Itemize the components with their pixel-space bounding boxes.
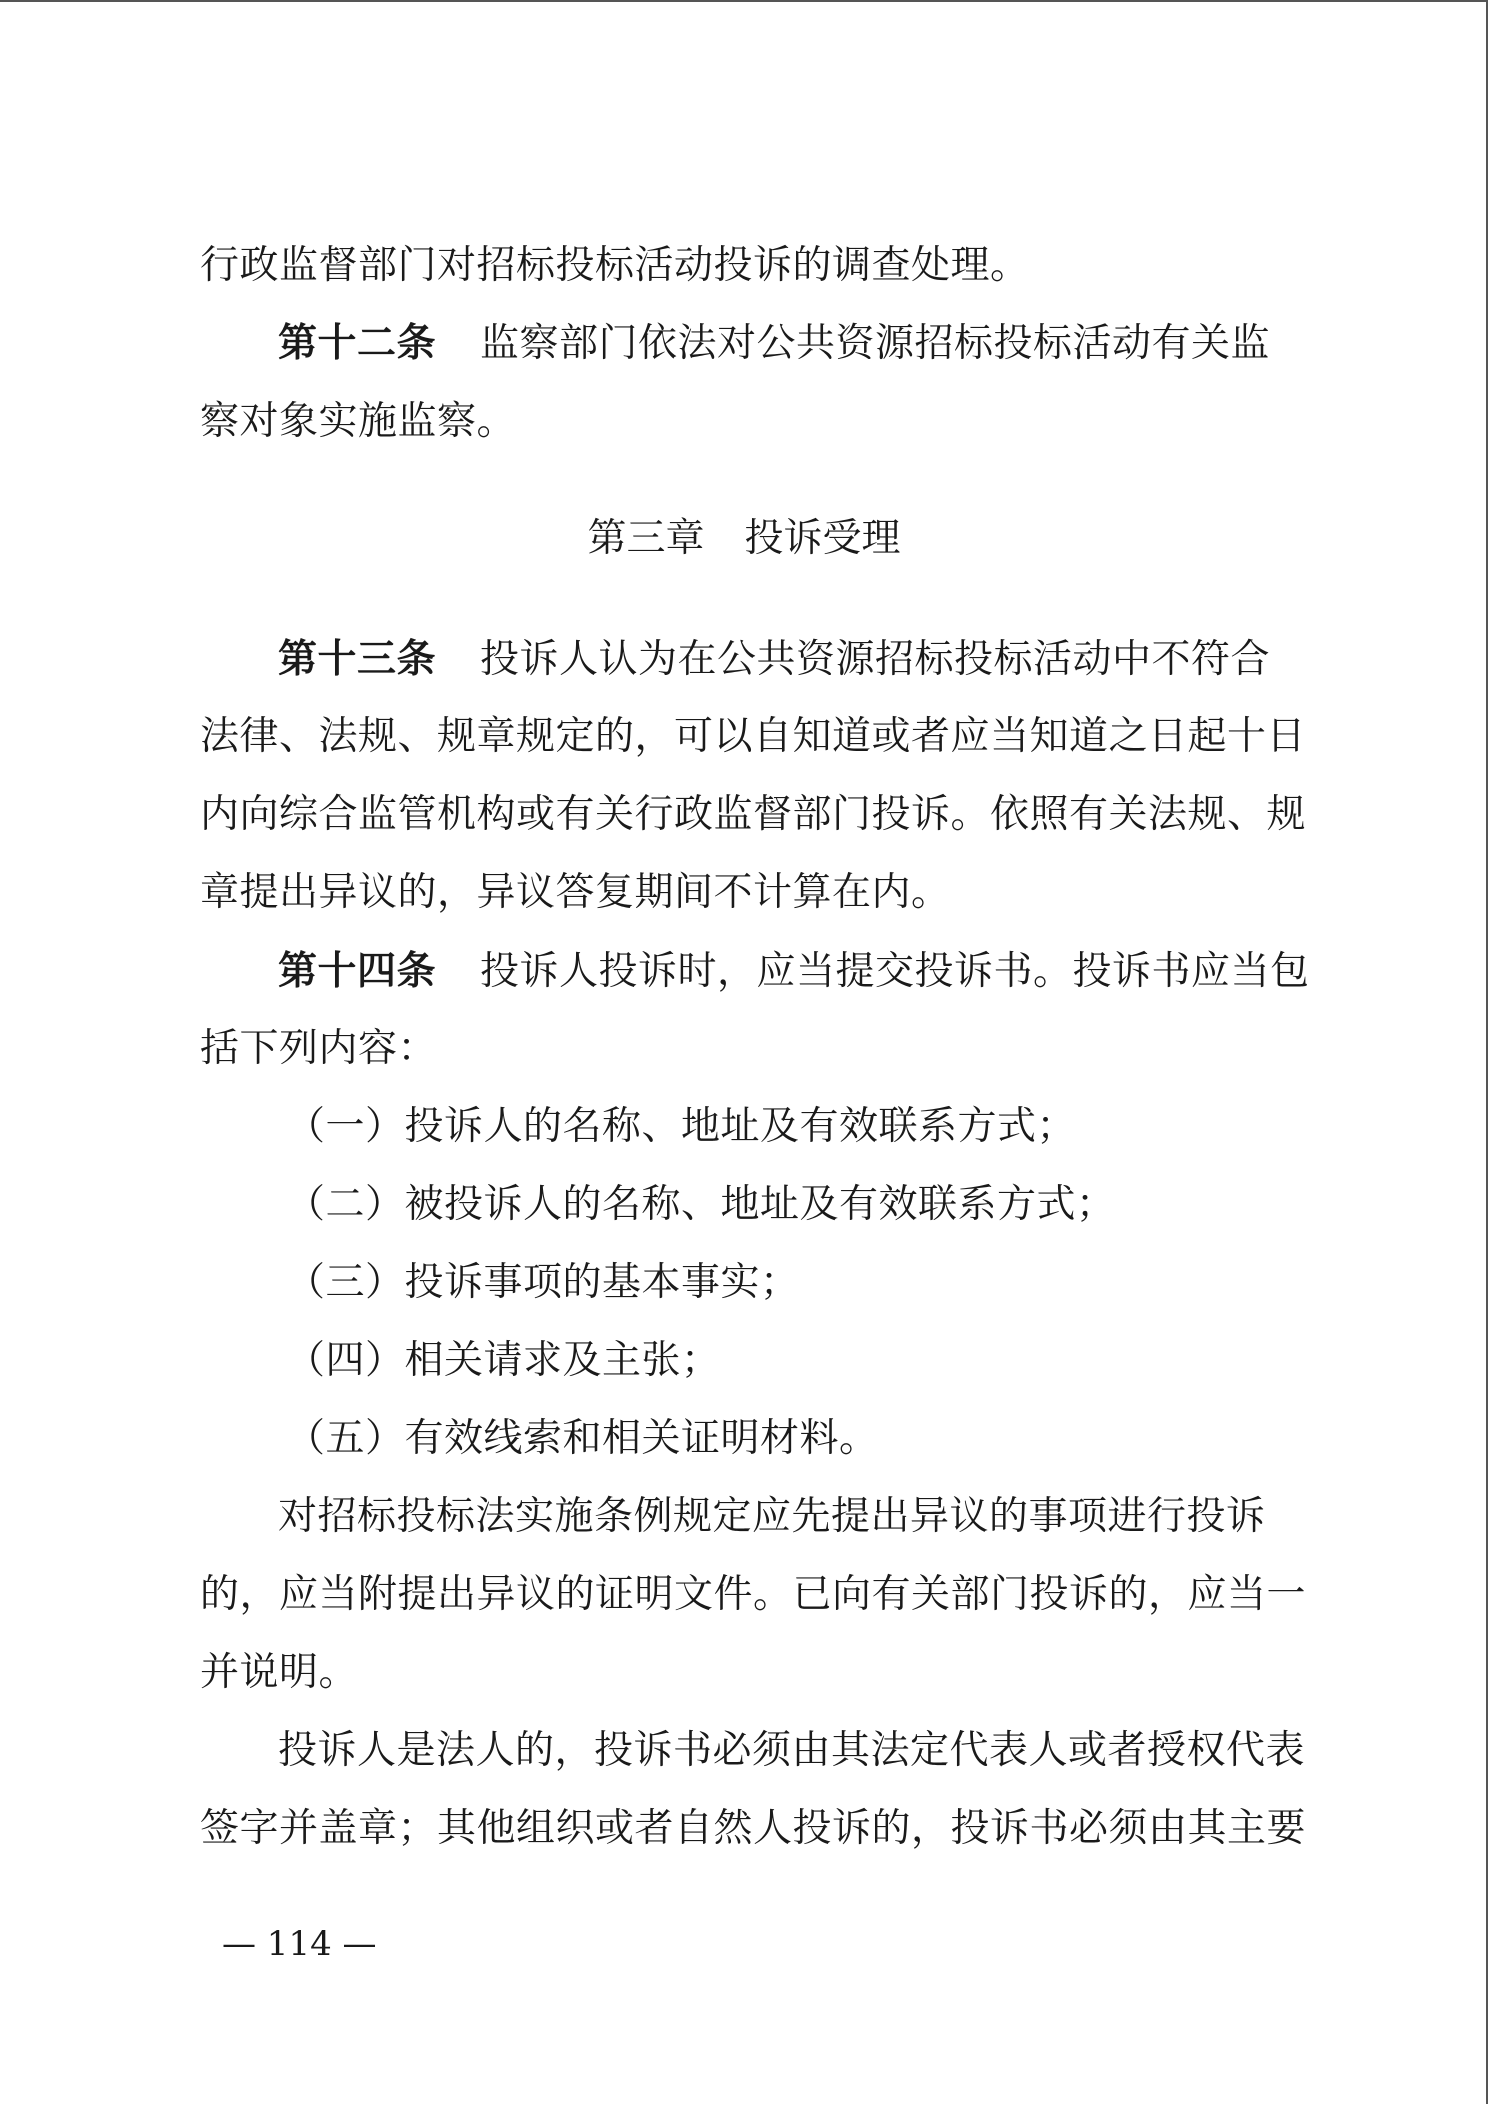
text-line: 内向综合监管机构或有关行政监督部门投诉。依照有关法规、规 [200, 792, 1307, 837]
text-line: 并说明。 [200, 1650, 359, 1695]
article-14-heading: 第十四条 [278, 948, 437, 994]
chapter-title: 投诉受理 [744, 516, 901, 561]
page-number: — 114 — [222, 1924, 377, 1964]
text-line: 章提出异议的，异议答复期间不计算在内。 [200, 870, 951, 915]
list-item: （三）投诉事项的基本事实； [286, 1260, 800, 1305]
text-line: 括下列内容： [200, 1026, 438, 1071]
text-line: 对招标投标法实施条例规定应先提出异议的事项进行投诉 [278, 1494, 1266, 1539]
article-14-line [278, 946, 1310, 997]
article-13-text: 投诉人认为在公共资源招标投标活动中不符合 [480, 637, 1271, 682]
article-12-heading: 第十二条 [278, 320, 437, 366]
text-line: 的，应当附提出异议的证明文件。已向有关部门投诉的，应当一 [200, 1572, 1307, 1617]
list-item: （二）被投诉人的名称、地址及有效联系方式； [286, 1182, 1116, 1227]
article-14-text: 投诉人投诉时，应当提交投诉书。投诉书应当包 [480, 949, 1310, 994]
chapter-number: 第三章 [587, 516, 705, 561]
text-line: 行政监督部门对招标投标活动投诉的调查处理。 [200, 243, 1030, 288]
article-12-line [278, 318, 1310, 369]
text-line: 法律、法规、规章规定的，可以自知道或者应当知道之日起十日 [200, 714, 1307, 759]
text-line: 签字并盖章；其他组织或者自然人投诉的，投诉书必须由其主要 [200, 1806, 1307, 1851]
list-item: （四）相关请求及主张； [286, 1338, 721, 1383]
text-line: 投诉人是法人的，投诉书必须由其法定代表人或者授权代表 [278, 1728, 1306, 1773]
article-12-text: 监察部门依法对公共资源招标投标活动有关监 [480, 321, 1271, 366]
text-line: 察对象实施监察。 [200, 399, 517, 444]
chapter-heading [0, 514, 1488, 564]
list-item: （五）有效线索和相关证明材料。 [286, 1416, 879, 1461]
list-item: （一）投诉人的名称、地址及有效联系方式； [286, 1104, 1077, 1149]
article-13-line [278, 634, 1310, 685]
article-13-heading: 第十三条 [278, 636, 437, 682]
